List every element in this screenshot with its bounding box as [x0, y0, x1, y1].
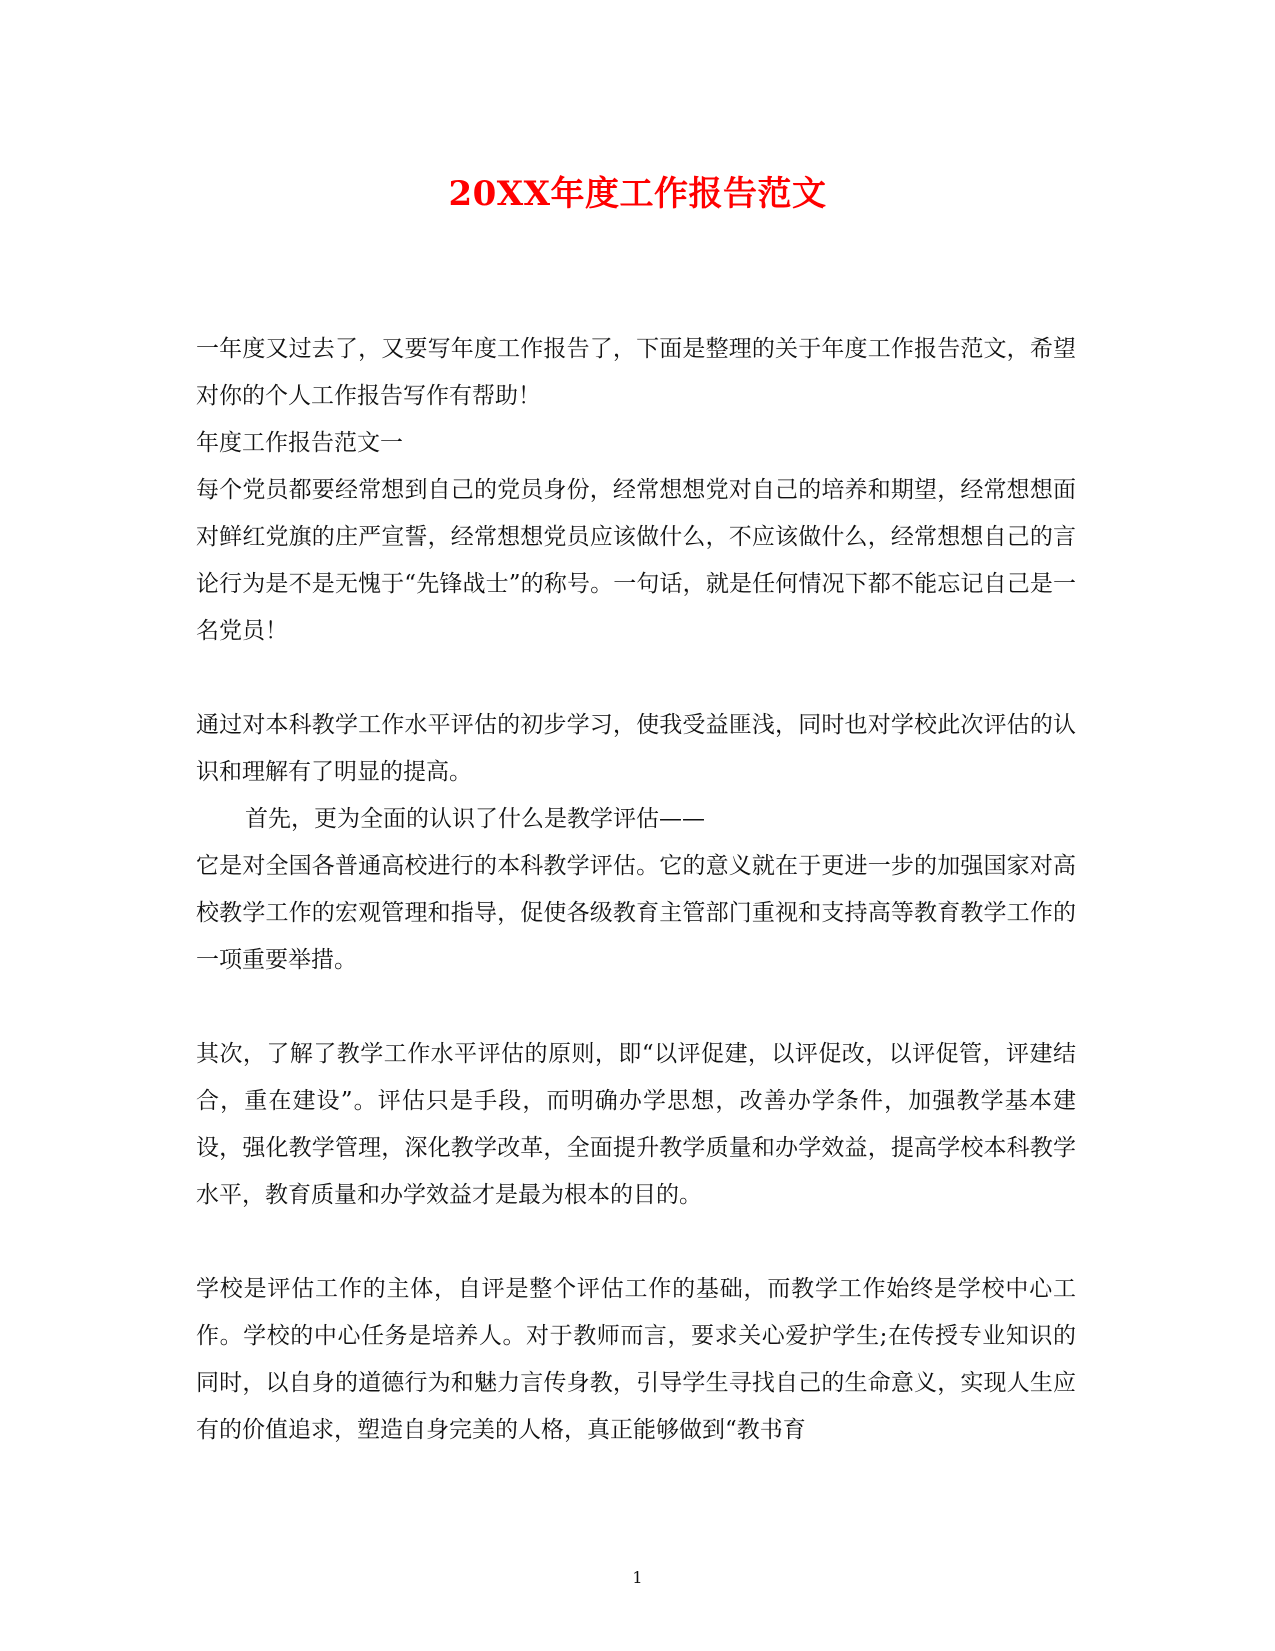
body-paragraph: 通过对本科教学工作水平评估的初步学习，使我受益匪浅，同时也对学校此次评估的认识和理解有了明显的提高。 — [196, 712, 1076, 785]
body-paragraph: 其次，了解了教学工作水平评估的原则，即“以评促建，以评促改，以评促管，评建结合，重在建设”。评估只是手段，而明确办学思想，改善办学条件，加强教学基本建设，强化教学管理，深化教学改革，全面提升教学质量和办学效益，提高学校本科教学水平，教育质量和办学效益才是最为根本的目的。 — [196, 1041, 1076, 1208]
page-number: 1 — [632, 1568, 643, 1587]
body-paragraph: 首先，更为全面的认识了什么是教学评估—— — [245, 806, 705, 832]
body-paragraph: 每个党员都要经常想到自己的党员身份，经常想想党对自己的培养和期望，经常想想面对鲜红党旗的庄严宣誓，经常想想党员应该做什么，不应该做什么，经常想想自己的言论行为是不是无愧于“先锋战士”的称号。一句话，就是任何情况下都不能忘记自己是一名党员！ — [196, 477, 1076, 644]
body-paragraph: 学校是评估工作的主体，自评是整个评估工作的基础，而教学工作始终是学校中心工作。学校的中心任务是培养人。对于教师而言，要求关心爱护学生;在传授专业知识的同时，以自身的道德行为和魅力言传身教，引导学生寻找自己的生命意义，实现人生应有的价值追求，塑造自身完美的人格，真正能够做到“教书育 — [196, 1276, 1076, 1443]
document-body — [196, 326, 1076, 1454]
body-paragraph: 它是对全国各普通高校进行的本科教学评估。它的意义就在于更进一步的加强国家对高校教学工作的宏观管理和指导，促使各级教育主管部门重视和支持高等教育教学工作的一项重要举措。 — [196, 853, 1076, 973]
intro-paragraph: 一年度又过去了，又要写年度工作报告了，下面是整理的关于年度工作报告范文，希望对你的个人工作报告写作有帮助！ — [196, 336, 1076, 409]
section-heading: 年度工作报告范文一 — [196, 430, 403, 456]
document-title: 20XX年度工作报告范文 — [448, 174, 827, 214]
